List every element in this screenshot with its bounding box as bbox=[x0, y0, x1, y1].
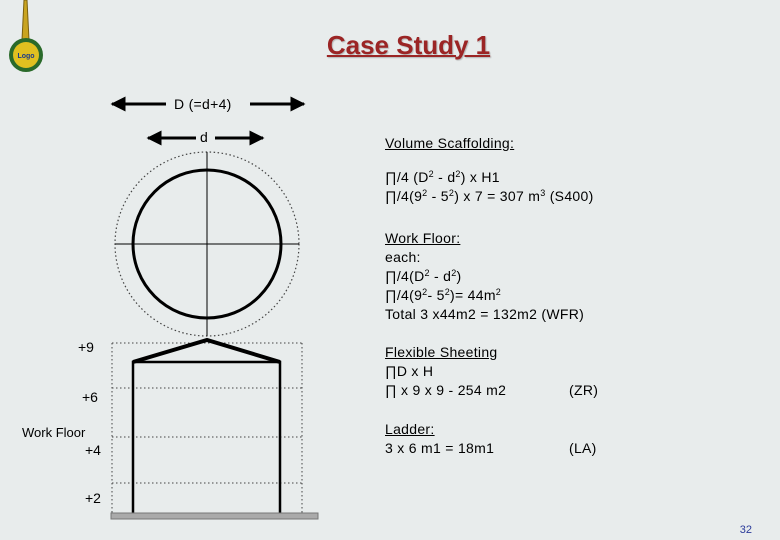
scaffolding-formula: ∏/4 $(D^2 - d^2)$ x H1 bbox=[385, 169, 500, 185]
logo-text: Logo bbox=[17, 53, 35, 60]
page-title: Case Study 1 bbox=[326, 30, 491, 60]
tank-roof bbox=[133, 340, 280, 362]
work-floor-calculation: $\prod/4(9^2-$ $5^2)= 44m^2$ bbox=[385, 287, 502, 303]
inner-dim-label: d bbox=[200, 129, 209, 145]
ladder-heading: Ladder: bbox=[385, 421, 435, 437]
work-floor-heading: Work Floor: bbox=[385, 230, 461, 246]
ladder-calculation: 3 x 6 m1 = 18m1 bbox=[385, 440, 495, 456]
flexible-sheeting-section bbox=[385, 343, 506, 400]
level-label-2: +2 bbox=[85, 490, 101, 506]
scaffolding-calculation: $\prod/4(9^2 - 5^2)$ x 7 = 307 $m^3$ (S400) bbox=[385, 188, 594, 204]
level-label-6: +6 bbox=[82, 389, 98, 405]
ground-base bbox=[111, 513, 318, 519]
scaffolding-section bbox=[385, 134, 594, 206]
flexible-sheeting-heading: Flexible Sheeting bbox=[385, 344, 498, 360]
scaffolding-heading: Volume Scaffolding: bbox=[385, 135, 515, 151]
ladder-code: (LA) bbox=[569, 440, 597, 456]
work-floor-section bbox=[385, 229, 584, 324]
outer-dim-label: D (=d+4) bbox=[174, 96, 232, 112]
work-floor-label: Work Floor bbox=[22, 425, 86, 440]
flexible-sheeting-code: (ZR) bbox=[569, 382, 599, 398]
work-floor-each: each: bbox=[385, 249, 421, 265]
page-number: 32 bbox=[739, 524, 752, 536]
level-label-4: +4 bbox=[85, 442, 101, 458]
tank-body bbox=[133, 362, 280, 514]
ladder-section bbox=[385, 420, 494, 458]
flexible-sheeting-calculation: ∏ x 9 x 9 - 254 m2 bbox=[385, 382, 507, 398]
flexible-sheeting-formula: ∏D x H bbox=[385, 363, 434, 379]
work-floor-formula: $\prod/4(D^2 - d^2)$ bbox=[385, 268, 462, 284]
work-floor-total: Total 3 x44m2 = 132m2 (WFR) bbox=[385, 306, 585, 322]
level-label-9: +9 bbox=[78, 339, 94, 355]
